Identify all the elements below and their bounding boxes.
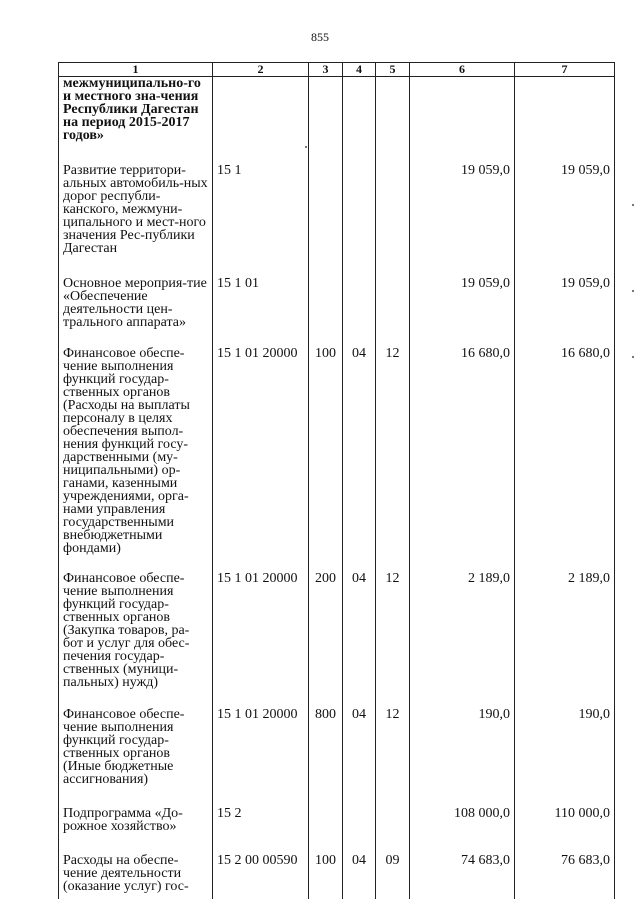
item-code: 15 1 01 20000 <box>213 347 309 572</box>
item-col3 <box>309 807 343 854</box>
item-col4 <box>343 164 376 277</box>
item-name: межмуниципально-го и местного зна-чения Республики Дагестан на период 2015-2017 годов» <box>59 77 213 165</box>
column-header: 6 <box>410 63 515 77</box>
item-amount-col7: 2 189,0 <box>515 572 615 708</box>
item-amount-col7 <box>515 77 615 165</box>
column-header: 5 <box>376 63 410 77</box>
item-code: 15 1 01 20000 <box>213 708 309 807</box>
item-amount-col6: 74 683,0 <box>410 854 515 899</box>
item-col3: 200 <box>309 572 343 708</box>
table-row <box>59 708 615 807</box>
item-col4: 04 <box>343 572 376 708</box>
column-header: 4 <box>343 63 376 77</box>
item-col5: 12 <box>376 708 410 807</box>
table-row <box>59 572 615 708</box>
table-row <box>59 807 615 854</box>
item-amount-col6: 16 680,0 <box>410 347 515 572</box>
item-code: 15 2 <box>213 807 309 854</box>
item-name: Финансовое обеспе-чение выполнения функций государ-ственных органов (Иные бюджетные ассигнования) <box>59 708 213 807</box>
item-col5 <box>376 807 410 854</box>
item-amount-col6: 19 059,0 <box>410 277 515 347</box>
column-header-row <box>59 63 615 77</box>
item-amount-col7: 76 683,0 <box>515 854 615 899</box>
column-header: 3 <box>309 63 343 77</box>
item-code: 15 1 01 20000 <box>213 572 309 708</box>
item-name: Расходы на обеспе-чение деятельности (оказание услуг) гос- <box>59 854 213 899</box>
item-col5: 12 <box>376 572 410 708</box>
item-amount-col6: 2 189,0 <box>410 572 515 708</box>
table-row <box>59 347 615 572</box>
item-col5: 12 <box>376 347 410 572</box>
item-col4 <box>343 807 376 854</box>
item-code: 15 1 <box>213 164 309 277</box>
item-amount-col7: 190,0 <box>515 708 615 807</box>
item-col3: 100 <box>309 347 343 572</box>
item-code: 15 2 00 00590 <box>213 854 309 899</box>
item-amount-col6 <box>410 77 515 165</box>
scan-speck <box>632 290 634 292</box>
page-number: 855 <box>311 30 329 44</box>
item-code <box>213 77 309 165</box>
item-amount-col7: 19 059,0 <box>515 277 615 347</box>
item-amount-col7: 16 680,0 <box>515 347 615 572</box>
item-col5 <box>376 77 410 165</box>
item-amount-col6: 19 059,0 <box>410 164 515 277</box>
item-col4 <box>343 77 376 165</box>
item-name: Основное мероприя-тие «Обеспечение деятельности цен-трального аппарата» <box>59 277 213 347</box>
table-row <box>59 77 615 165</box>
table-row <box>59 164 615 277</box>
scan-speck <box>632 356 634 358</box>
table-row <box>59 277 615 347</box>
item-amount-col6: 190,0 <box>410 708 515 807</box>
item-col3 <box>309 164 343 277</box>
item-code: 15 1 01 <box>213 277 309 347</box>
table-row <box>59 854 615 899</box>
item-col3 <box>309 277 343 347</box>
item-amount-col7: 110 000,0 <box>515 807 615 854</box>
item-col4: 04 <box>343 347 376 572</box>
item-col3: 800 <box>309 708 343 807</box>
item-col4: 04 <box>343 854 376 899</box>
item-col5 <box>376 164 410 277</box>
scan-speck <box>632 204 634 206</box>
item-name: Подпрограмма «До-рожное хозяйство» <box>59 807 213 854</box>
item-name: Финансовое обеспе-чение выполнения функций государ-ственных органов (Расходы на выплаты персоналу в целях обеспечения выпол-нения функций госу-дарственными (му-ниципальными) ор-ганами, казенными учреждениями, орга-нами управления государственными внебюджетными фондами) <box>59 347 213 572</box>
item-col5: 09 <box>376 854 410 899</box>
item-col4: 04 <box>343 708 376 807</box>
budget-table <box>58 62 615 899</box>
column-header: 7 <box>515 63 615 77</box>
item-amount-col6: 108 000,0 <box>410 807 515 854</box>
item-col3: 100 <box>309 854 343 899</box>
item-col3 <box>309 77 343 165</box>
column-header: 1 <box>59 63 213 77</box>
item-name: Развитие территори-альных автомобиль-ных дорог республи-канского, межмуни-ципального и мест-ного значения Рес-публики Дагестан <box>59 164 213 277</box>
item-col4 <box>343 277 376 347</box>
scan-speck <box>305 146 307 148</box>
column-header: 2 <box>213 63 309 77</box>
item-col5 <box>376 277 410 347</box>
item-name: Финансовое обеспе-чение выполнения функций государ-ственных органов (Закупка товаров, ра-бот и услуг для обес-печения государ-ственных (муници-пальных) нужд) <box>59 572 213 708</box>
item-amount-col7: 19 059,0 <box>515 164 615 277</box>
